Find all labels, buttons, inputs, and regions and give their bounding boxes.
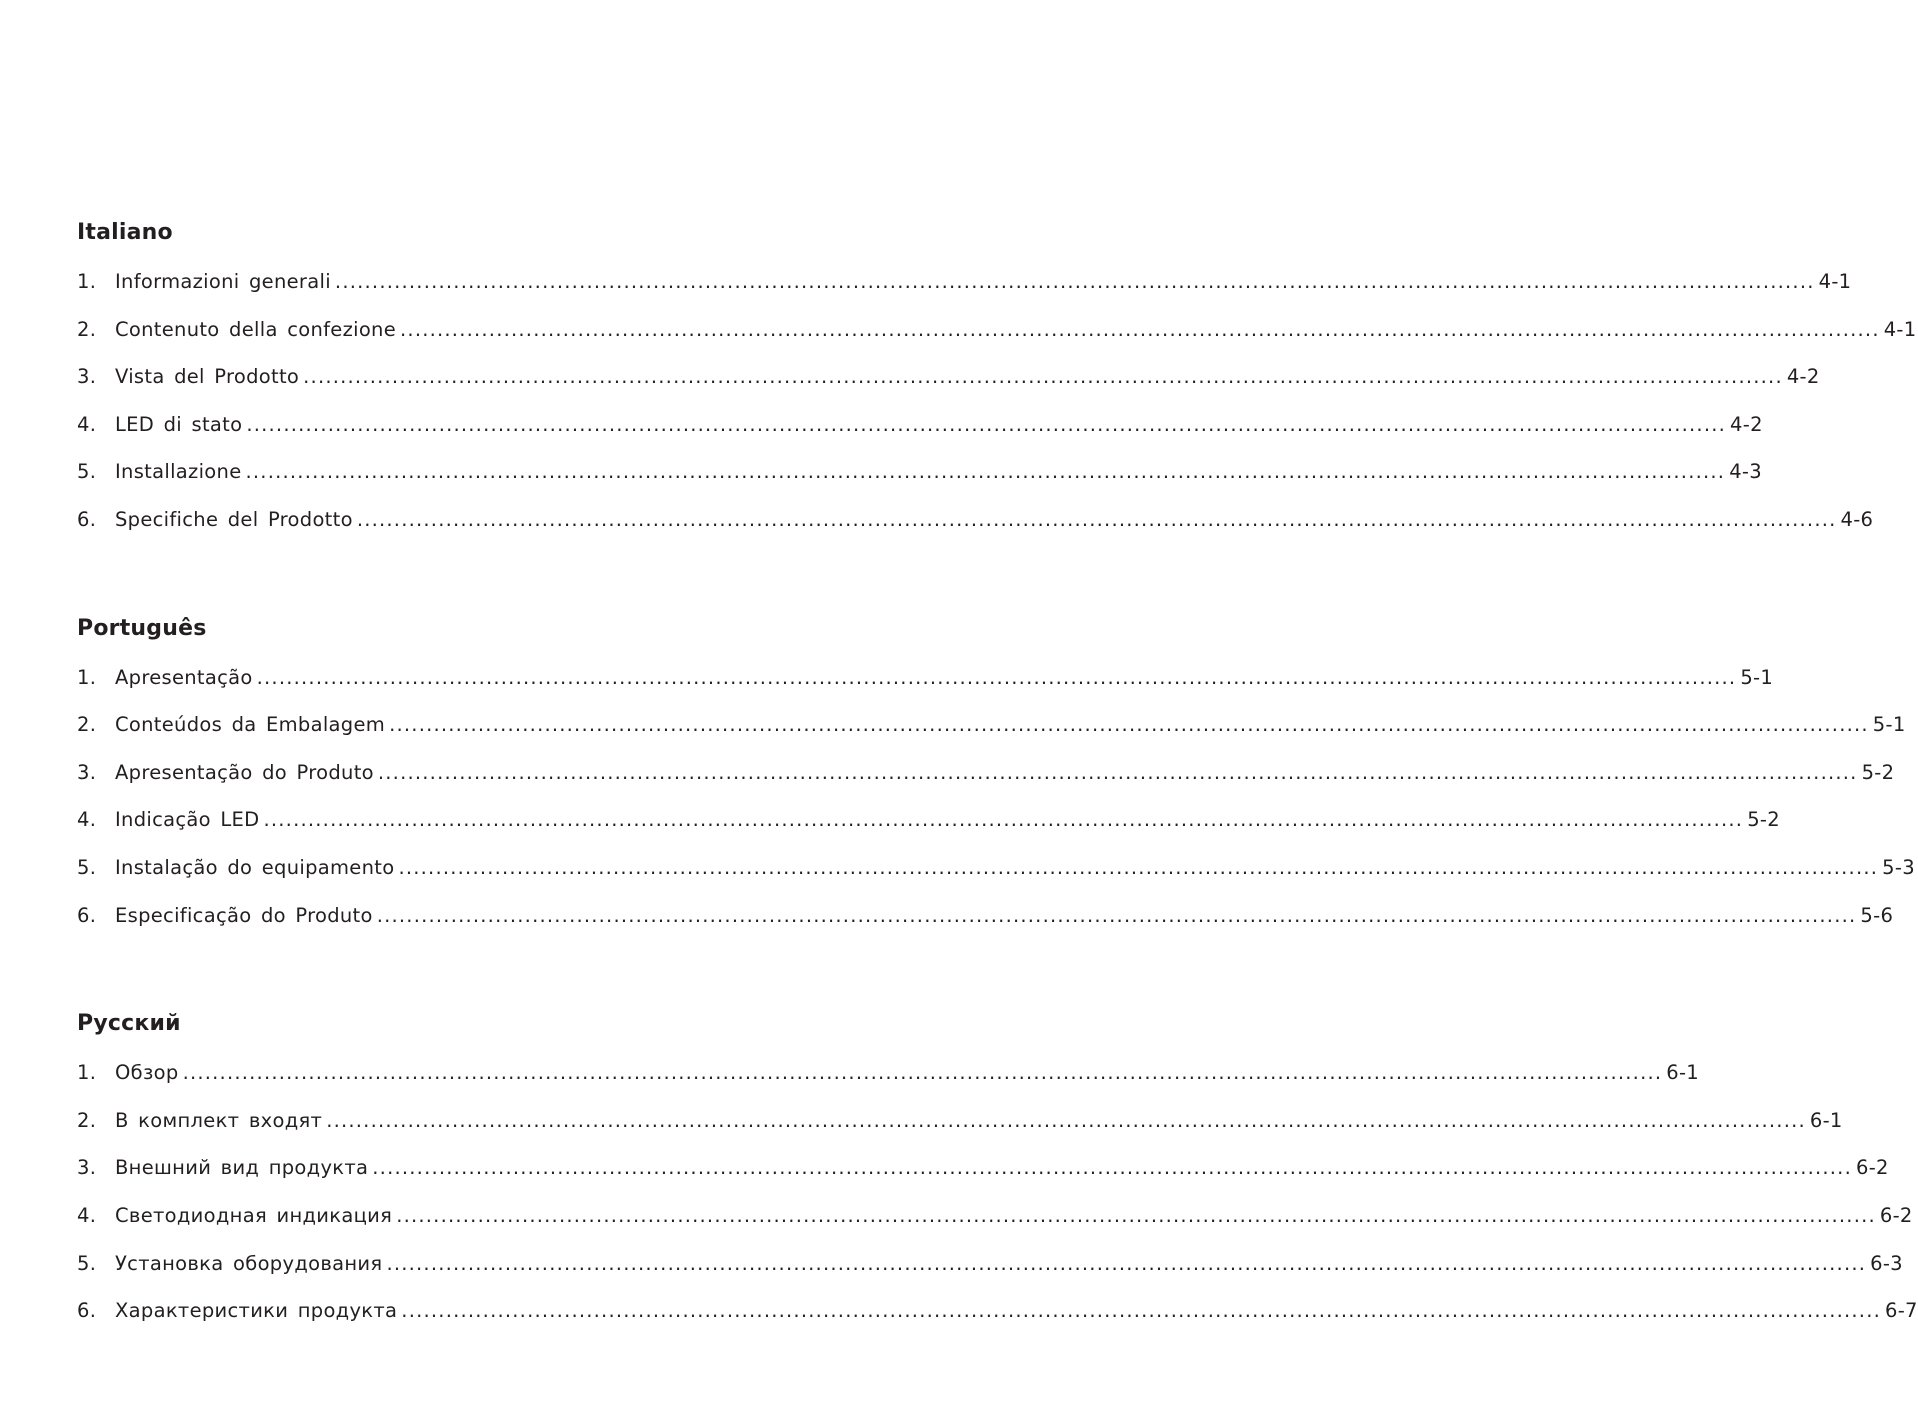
entry-page: 5-1 bbox=[1872, 713, 1906, 737]
toc-section-portugues bbox=[77, 614, 1915, 949]
entry-number: 2. bbox=[77, 317, 97, 341]
toc-entry[interactable] bbox=[77, 410, 1763, 458]
entry-title: Установка оборудования bbox=[115, 1251, 383, 1275]
entry-page: 6-1 bbox=[1666, 1061, 1700, 1085]
dot-leader: ........................................................................................................................................................................................................ bbox=[396, 1203, 1876, 1227]
entry-title: Contenuto della confezione bbox=[115, 317, 397, 341]
toc-entry[interactable] bbox=[77, 710, 1906, 758]
entry-number: 5. bbox=[77, 855, 97, 879]
dot-leader: ........................................................................................................................................................................................................ bbox=[182, 1061, 1663, 1085]
toc-entry[interactable] bbox=[77, 457, 1762, 505]
entry-title: Обзор bbox=[115, 1061, 179, 1085]
dot-leader: ........................................................................................................................................................................................................ bbox=[398, 855, 1879, 879]
toc-entry[interactable] bbox=[77, 805, 1780, 853]
entry-title: Especificação do Produto bbox=[115, 903, 373, 927]
entry-number: 6. bbox=[77, 507, 97, 531]
entry-title: LED di stato bbox=[115, 412, 243, 436]
section-title: Português bbox=[77, 615, 207, 641]
entry-title: Installazione bbox=[115, 460, 242, 484]
section-title: Русский bbox=[77, 1011, 181, 1037]
entry-number: 1. bbox=[77, 665, 97, 689]
dot-leader: ........................................................................................................................................................................................................ bbox=[303, 365, 1783, 389]
dot-leader: ........................................................................................................................................................................................................ bbox=[334, 270, 1815, 293]
entry-page: 4-2 bbox=[1786, 365, 1820, 389]
toc-entry[interactable] bbox=[77, 1153, 1889, 1201]
toc-entry[interactable] bbox=[77, 1058, 1700, 1106]
entry-page: 4-2 bbox=[1730, 412, 1763, 436]
entry-title: Instalação do equipamento bbox=[115, 855, 395, 879]
entry-page: 4-1 bbox=[1883, 317, 1917, 341]
dot-leader: ........................................................................................................................................................................................................ bbox=[386, 1251, 1867, 1275]
toc-entry[interactable] bbox=[77, 505, 1874, 553]
dot-leader: ........................................................................................................................................................................................................ bbox=[356, 507, 1837, 531]
table-of-contents bbox=[77, 218, 1918, 1405]
dot-leader: ........................................................................................................................................................................................................ bbox=[246, 412, 1727, 436]
entry-number: 2. bbox=[77, 713, 97, 737]
entry-number: 6. bbox=[77, 1299, 97, 1323]
toc-entry[interactable] bbox=[77, 267, 1852, 315]
entry-number: 3. bbox=[77, 1156, 97, 1180]
entry-number: 5. bbox=[77, 460, 97, 484]
entry-page: 6-2 bbox=[1879, 1203, 1913, 1227]
entry-title: Светодиодная индикация bbox=[115, 1203, 393, 1227]
dot-leader: ........................................................................................................................................................................................................ bbox=[256, 665, 1737, 689]
entry-number: 1. bbox=[77, 270, 97, 293]
entry-title: В комплект входят bbox=[115, 1108, 323, 1132]
toc-entry[interactable] bbox=[77, 1249, 1903, 1297]
entry-title: Apresentação do Produto bbox=[115, 760, 374, 784]
entry-page: 5-1 bbox=[1740, 665, 1774, 689]
entry-page: 4-3 bbox=[1729, 460, 1762, 484]
dot-leader: ........................................................................................................................................................................................................ bbox=[377, 760, 1858, 784]
entry-page: 5-2 bbox=[1747, 808, 1780, 832]
toc-section-russian bbox=[77, 1009, 1918, 1344]
entry-title: Conteúdos da Embalagem bbox=[115, 713, 386, 737]
entry-title: Внешний вид продукта bbox=[115, 1156, 369, 1180]
toc-entry[interactable] bbox=[77, 853, 1915, 901]
dot-leader: ........................................................................................................................................................................................................ bbox=[245, 460, 1726, 484]
dot-leader: ........................................................................................................................................................................................................ bbox=[401, 1299, 1881, 1323]
dot-leader: ........................................................................................................................................................................................................ bbox=[372, 1156, 1852, 1180]
toc-entry[interactable] bbox=[77, 758, 1895, 806]
entry-page: 5-2 bbox=[1861, 760, 1895, 784]
entry-page: 4-1 bbox=[1818, 270, 1852, 293]
toc-entry[interactable] bbox=[77, 1201, 1913, 1249]
entry-number: 2. bbox=[77, 1108, 97, 1132]
entry-number: 4. bbox=[77, 808, 97, 832]
toc-entry[interactable] bbox=[77, 1106, 1843, 1154]
entry-page: 5-3 bbox=[1882, 855, 1915, 879]
dot-leader: ........................................................................................................................................................................................................ bbox=[400, 317, 1880, 341]
toc-entry[interactable] bbox=[77, 663, 1774, 711]
entry-title: Vista del Prodotto bbox=[115, 365, 300, 389]
entry-title: Informazioni generali bbox=[115, 270, 331, 293]
entry-page: 6-1 bbox=[1809, 1108, 1843, 1132]
entry-number: 3. bbox=[77, 760, 97, 784]
dot-leader: ........................................................................................................................................................................................................ bbox=[376, 903, 1857, 927]
dot-leader: ........................................................................................................................................................................................................ bbox=[389, 713, 1869, 737]
entry-number: 5. bbox=[77, 1251, 97, 1275]
entry-page: 6-2 bbox=[1855, 1156, 1889, 1180]
entry-number: 3. bbox=[77, 365, 97, 389]
toc-entry[interactable] bbox=[77, 315, 1917, 363]
toc-entry[interactable] bbox=[77, 1296, 1918, 1344]
section-title: Italiano bbox=[77, 220, 173, 245]
entry-page: 6-3 bbox=[1870, 1251, 1903, 1275]
entry-number: 4. bbox=[77, 412, 97, 436]
entry-title: Specifiche del Prodotto bbox=[115, 507, 353, 531]
dot-leader: ........................................................................................................................................................................................................ bbox=[263, 808, 1744, 832]
entry-title: Indicação LED bbox=[115, 808, 260, 832]
entry-page: 5-6 bbox=[1860, 903, 1894, 927]
entry-number: 6. bbox=[77, 903, 97, 927]
entry-number: 1. bbox=[77, 1061, 97, 1085]
dot-leader: ........................................................................................................................................................................................................ bbox=[326, 1108, 1806, 1132]
toc-section-italiano bbox=[77, 218, 1917, 553]
toc-entry[interactable] bbox=[77, 901, 1894, 949]
entry-number: 4. bbox=[77, 1203, 97, 1227]
entry-title: Характеристики продукта bbox=[115, 1299, 398, 1323]
entry-page: 4-6 bbox=[1840, 507, 1874, 531]
toc-entry[interactable] bbox=[77, 362, 1820, 410]
entry-page: 6-7 bbox=[1885, 1299, 1918, 1323]
entry-title: Apresentação bbox=[115, 665, 253, 689]
